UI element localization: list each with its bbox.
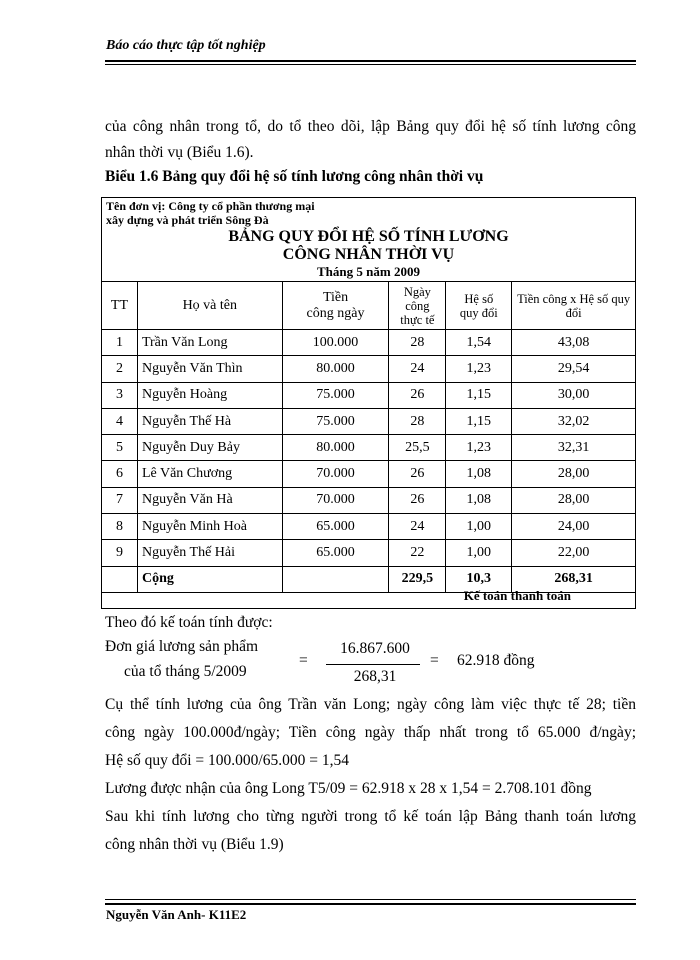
row-daily-wage: 100.000	[282, 330, 389, 356]
row-index: 5	[102, 435, 138, 461]
row-product: 32,31	[512, 435, 636, 461]
row-product: 29,54	[512, 356, 636, 382]
row-name: Nguyễn Minh Hoà	[137, 514, 282, 540]
row-days: 24	[389, 514, 446, 540]
row-name: Lê Văn Chương	[137, 461, 282, 487]
row-index: 2	[102, 356, 138, 382]
row-coefficient: 1,15	[446, 382, 512, 408]
row-daily-wage: 80.000	[282, 435, 389, 461]
table-row	[102, 514, 636, 540]
row-daily-wage: 70.000	[282, 461, 389, 487]
row-product: 32,02	[512, 408, 636, 434]
row-name: Nguyễn Văn Hà	[137, 487, 282, 513]
total-label: Cộng	[137, 566, 282, 592]
intro-line-2: nhân thời vụ (Biểu 1.6).	[105, 144, 254, 161]
row-index: 7	[102, 487, 138, 513]
row-index: 1	[102, 330, 138, 356]
table-caption: Biểu 1.6 Bảng quy đổi hệ số tính lương công nhân thời vụ	[105, 168, 484, 185]
row-coefficient: 1,08	[446, 487, 512, 513]
para3-line-1: Sau khi tính lương cho từng người trong tổ kế toán lập Bảng thanh toán lương	[105, 808, 636, 825]
table-body	[102, 330, 636, 567]
row-coefficient: 1,00	[446, 514, 512, 540]
row-coefficient: 1,54	[446, 330, 512, 356]
table-row	[102, 382, 636, 408]
row-daily-wage: 75.000	[282, 382, 389, 408]
row-days: 26	[389, 461, 446, 487]
col-product: Tiền công x Hệ số quy đổi	[512, 282, 636, 330]
footer-rule	[105, 903, 636, 905]
table-header-row	[102, 282, 636, 330]
row-product: 28,00	[512, 487, 636, 513]
footer-rule-thin	[105, 899, 636, 900]
para1-line-2: công ngày 100.000đ/ngày; Tiền công ngày thấp nhất trong tổ 65.000 đ/ngày;	[105, 724, 636, 741]
row-index: 9	[102, 540, 138, 566]
total-coefficient: 10,3	[446, 566, 512, 592]
col-tt: TT	[102, 282, 138, 330]
page-header-title: Báo cáo thực tập tốt nghiệp	[106, 38, 266, 53]
row-product: 28,00	[512, 461, 636, 487]
table-period: Tháng 5 năm 2009	[317, 264, 420, 279]
intro-line-1: của công nhân trong tổ, do tổ theo dõi, lập Bảng quy đổi hệ số tính lương công	[105, 118, 636, 135]
row-coefficient: 1,15	[446, 408, 512, 434]
row-days: 26	[389, 382, 446, 408]
formula-denominator: 268,31	[353, 668, 397, 685]
formula-label-2: của tổ tháng 5/2009	[124, 663, 247, 680]
conversion-table	[101, 281, 636, 593]
para2: Lương được nhận của ông Long T5/09 = 62.918 x 28 x 1,54 = 2.708.101 đồng	[105, 780, 592, 797]
fraction-bar	[326, 664, 420, 665]
table-row	[102, 435, 636, 461]
footer-author: Nguyễn Văn Anh- K11E2	[106, 907, 247, 922]
col-coefficient: Hệ số quy đổi	[446, 282, 512, 330]
row-name: Nguyễn Thế Hà	[137, 408, 282, 434]
table-row	[102, 487, 636, 513]
row-coefficient: 1,08	[446, 461, 512, 487]
row-daily-wage: 80.000	[282, 356, 389, 382]
row-index: 8	[102, 514, 138, 540]
row-days: 22	[389, 540, 446, 566]
row-product: 43,08	[512, 330, 636, 356]
table-row	[102, 408, 636, 434]
table-row	[102, 461, 636, 487]
header-rule	[105, 60, 636, 62]
col-daily-wage: Tiền công ngày	[282, 282, 389, 330]
row-coefficient: 1,00	[446, 540, 512, 566]
row-days: 24	[389, 356, 446, 382]
formula-equals-1: =	[299, 652, 308, 669]
table-title-1: BẢNG QUY ĐỔI HỆ SỐ TÍNH LƯƠNG	[228, 228, 509, 245]
row-daily-wage: 65.000	[282, 514, 389, 540]
row-days: 25,5	[389, 435, 446, 461]
row-name: Nguyễn Duy Bảy	[137, 435, 282, 461]
row-days: 28	[389, 408, 446, 434]
row-product: 30,00	[512, 382, 636, 408]
row-name: Trần Văn Long	[137, 330, 282, 356]
row-daily-wage: 70.000	[282, 487, 389, 513]
row-coefficient: 1,23	[446, 356, 512, 382]
intro2: Theo đó kế toán tính được:	[105, 614, 273, 631]
para1-line-1: Cụ thể tính lương của ông Trần văn Long; ngày công làm việc thực tế 28; tiền	[105, 696, 636, 713]
row-daily-wage: 65.000	[282, 540, 389, 566]
row-coefficient: 1,23	[446, 435, 512, 461]
unit-line-1: Tên đơn vị: Công ty cổ phần thương mại	[106, 199, 315, 213]
header-rule-thin	[105, 64, 636, 65]
row-name: Nguyễn Thế Hải	[137, 540, 282, 566]
table-row	[102, 356, 636, 382]
row-index: 6	[102, 461, 138, 487]
row-index: 4	[102, 408, 138, 434]
row-index: 3	[102, 382, 138, 408]
unit-line-2: xây dựng và phát triển Sông Đà	[106, 213, 269, 227]
table-row	[102, 540, 636, 566]
row-product: 24,00	[512, 514, 636, 540]
row-days: 26	[389, 487, 446, 513]
unit-name	[106, 199, 315, 227]
para3-line-2: công nhân thời vụ (Biểu 1.9)	[105, 836, 284, 853]
total-days: 229,5	[389, 566, 446, 592]
row-days: 28	[389, 330, 446, 356]
formula-equals-2: =	[430, 652, 439, 669]
col-name: Họ và tên	[137, 282, 282, 330]
formula-result: 62.918 đồng	[457, 652, 535, 669]
para1-line-3: Hệ số quy đổi = 100.000/65.000 = 1,54	[105, 752, 349, 769]
table-title-2: CÔNG NHÂN THỜI VỤ	[282, 246, 455, 263]
col-days: Ngày công thực tế	[389, 282, 446, 330]
row-name: Nguyễn Hoàng	[137, 382, 282, 408]
row-name: Nguyễn Văn Thìn	[137, 356, 282, 382]
row-daily-wage: 75.000	[282, 408, 389, 434]
formula-numerator: 16.867.600	[340, 640, 410, 657]
signature-accountant: Kế toán thanh toán	[463, 588, 571, 603]
formula-label-1: Đơn giá lương sản phẩm	[105, 638, 259, 655]
table-row	[102, 330, 636, 356]
total-product: 268,31	[512, 566, 636, 592]
row-product: 22,00	[512, 540, 636, 566]
